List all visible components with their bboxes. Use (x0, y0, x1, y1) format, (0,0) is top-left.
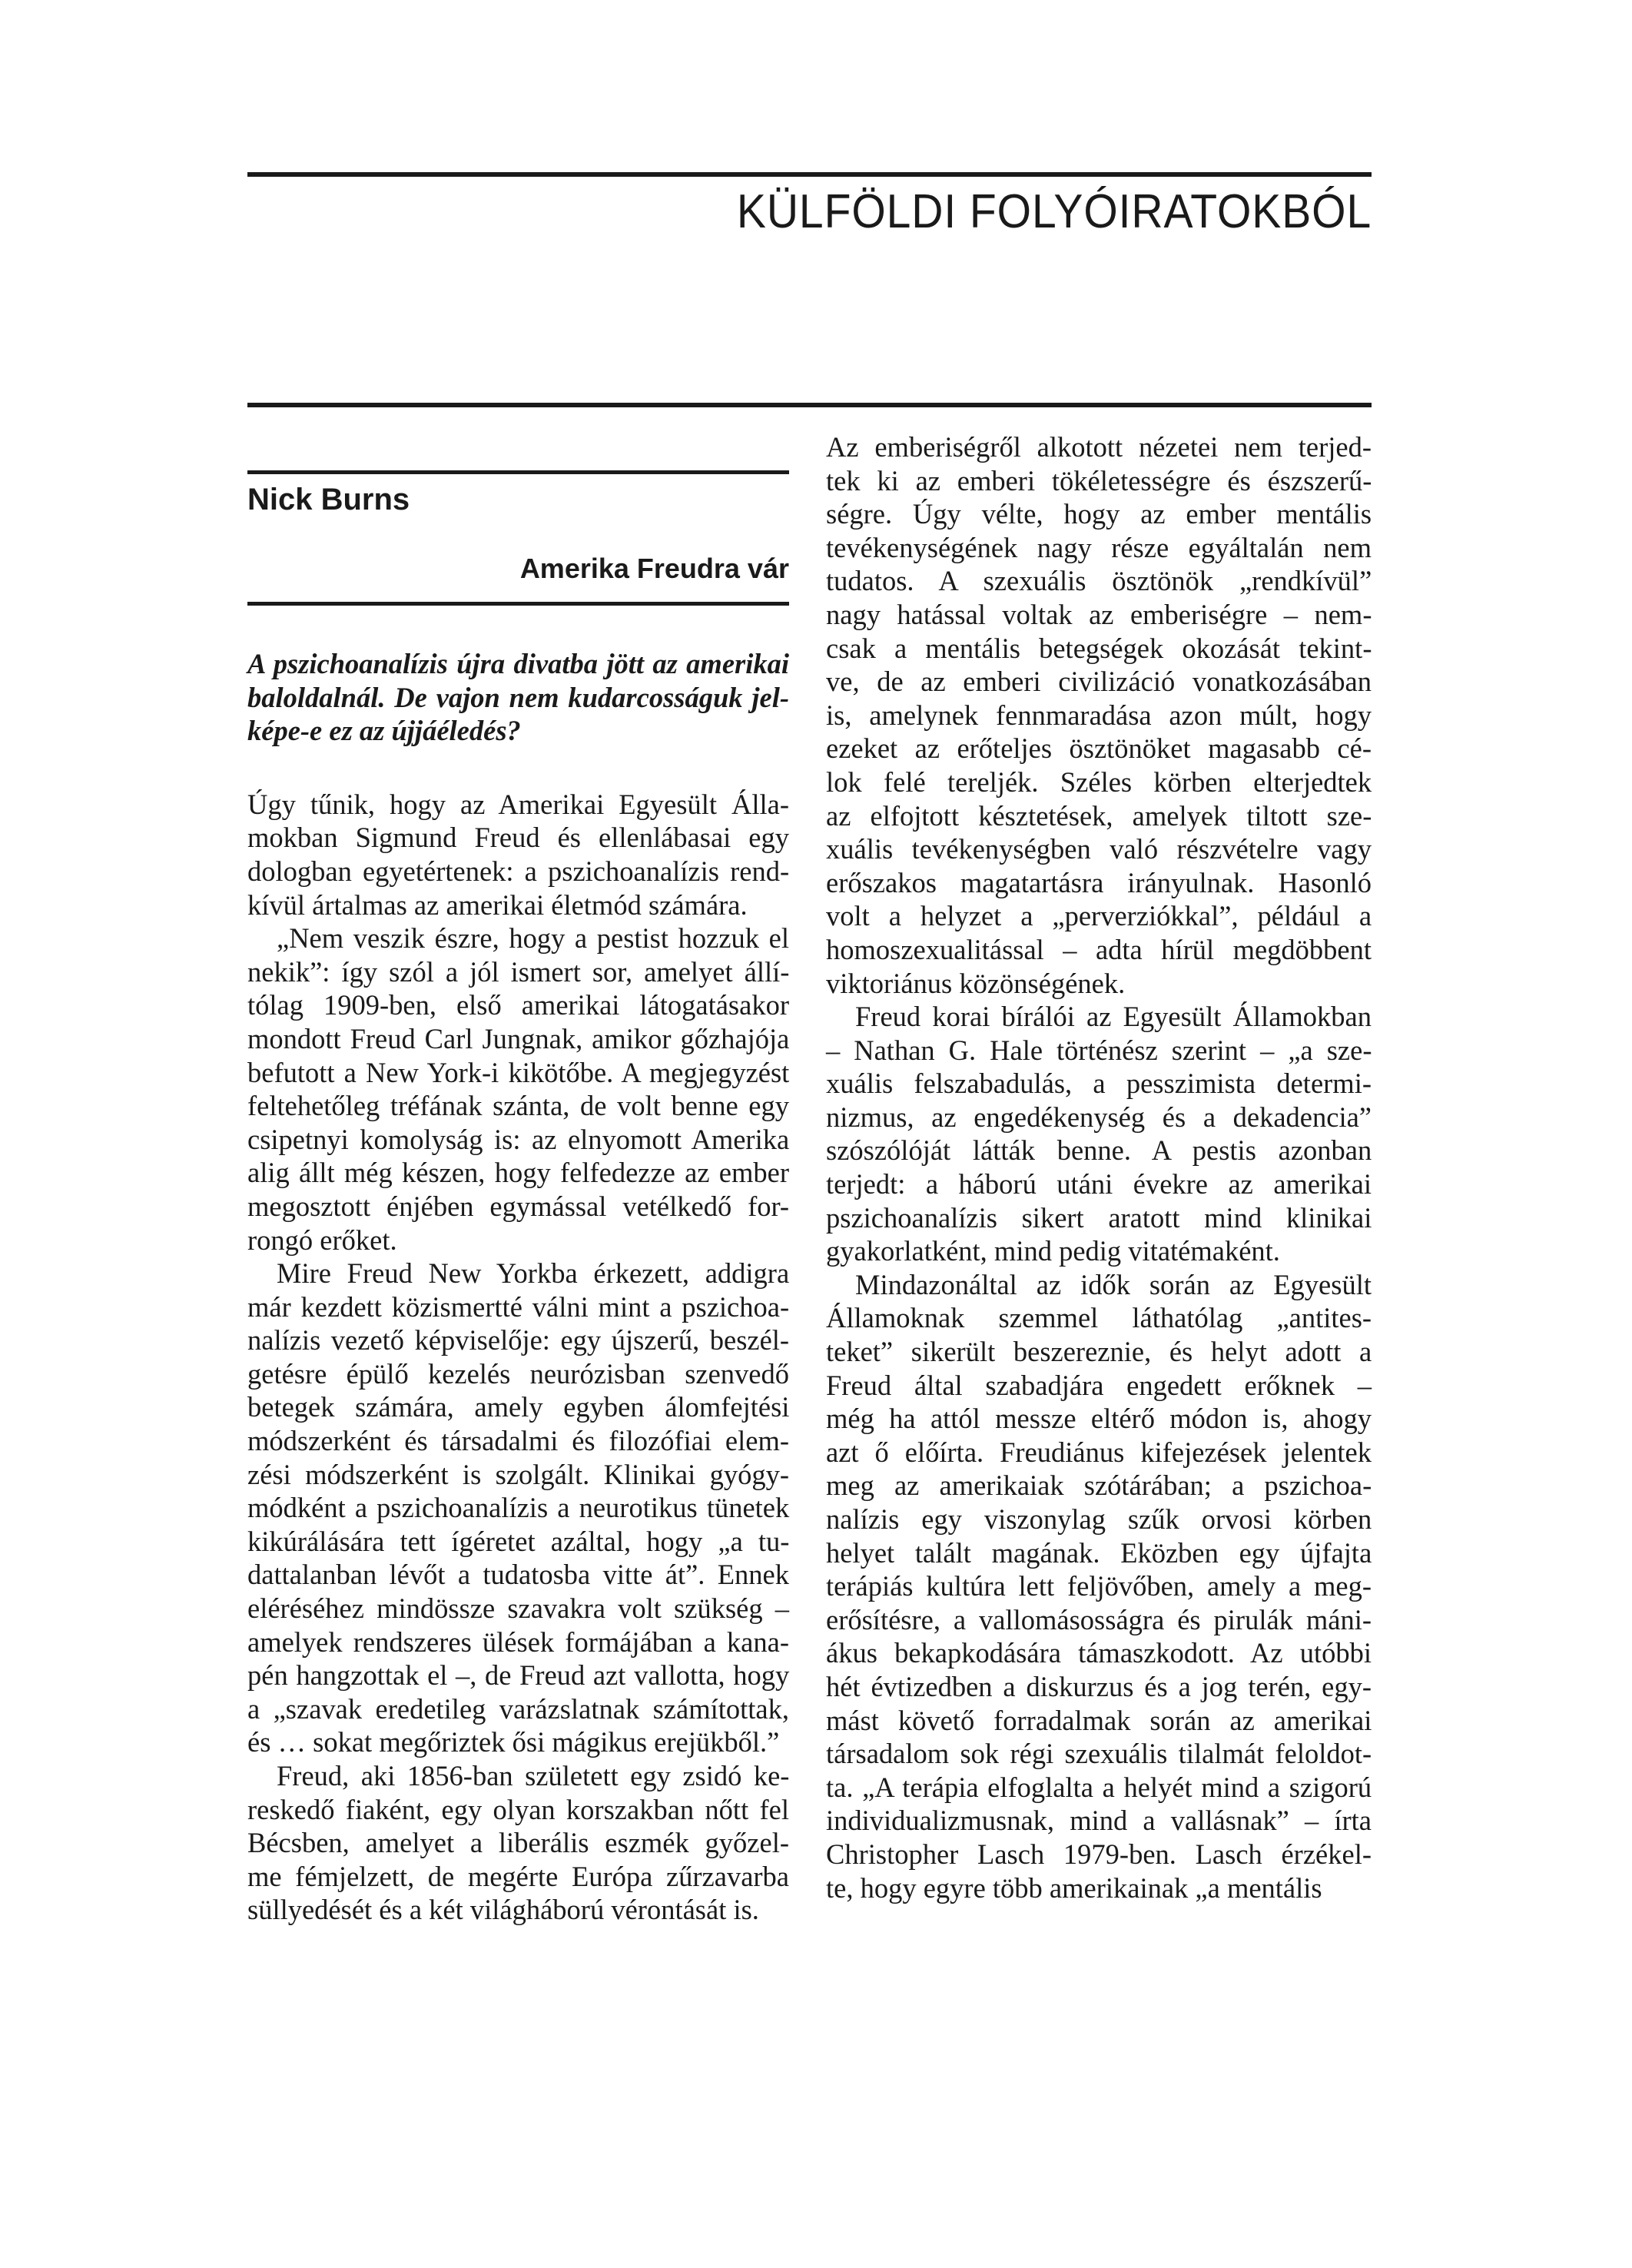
body-paragraph (826, 1000, 1372, 1268)
text-line: is, amelynek fennmaradása azon múlt, hogy (826, 699, 1372, 731)
text-line: ezeket az erőteljes ösztönöket magasabb cé- (826, 732, 1372, 765)
text-line: pén hangzottak el –, de Freud azt vallotta, hogy (247, 1659, 790, 1692)
text-line: már kezdett közismertté válni mint a pszichoa- (247, 1290, 790, 1323)
body-paragraph (826, 1268, 1372, 1904)
right-body (826, 430, 1372, 1904)
text-line: Christopher Lasch 1979-ben. Lasch érzékel- (826, 1838, 1372, 1870)
text-line: Mindazonáltal az idők során az Egyesült (855, 1268, 1372, 1300)
text-line: homoszexualitással – adta hírül megdöbbent (826, 933, 1372, 965)
text-line: pszichoanalízis sikert aratott mind klinikai (826, 1201, 1372, 1234)
text-line: csak a mentális betegségek okozását tekint- (826, 632, 1372, 664)
text-line: erősítésre, a vallomásosságra és pirulák máni- (826, 1603, 1372, 1635)
text-line: csipetnyi komolyság is: az elnyomott Amerika (247, 1123, 790, 1155)
text-line: eléréséhez mindössze szavakra volt szükség – (247, 1592, 789, 1625)
text-line: rongó erőket. (247, 1224, 397, 1256)
text-line: feltehetőleg tréfának szánta, de volt benne egy (247, 1090, 789, 1122)
body-paragraph (247, 1759, 789, 1927)
text-line: xuális felszabadulás, a pesszimista determi- (826, 1068, 1372, 1100)
text-line: mondott Freud Carl Jungnak, amikor gőzhajója (247, 1022, 790, 1054)
author-bottom-rule (247, 602, 789, 606)
text-line: szószólóját látták benne. A pestis azonban (826, 1134, 1372, 1167)
text-line: társadalom sok régi szexuális tilalmát feloldot- (826, 1738, 1372, 1770)
text-line: kikúrálására tett ígéretet azáltal, hogy „a tu- (247, 1525, 790, 1557)
text-line: xuális tevékenységben való részvételre vagy (826, 833, 1372, 865)
text-line: módként a pszichoanalízis a neurotikus tünetek (247, 1492, 790, 1524)
text-line: viktoriánus közönségének. (826, 967, 1126, 999)
text-line: hét évtizedben a diskurzus és a jog terén, egy- (826, 1670, 1372, 1702)
text-line: erőszakos magatartásra irányulnak. Hasonló (826, 866, 1372, 898)
header-bottom-rule (247, 403, 1372, 407)
text-line: helyet talált magának. Eközben egy újfajta (826, 1536, 1372, 1569)
text-line: tevékenységének nagy része egyáltalán nem (826, 531, 1372, 563)
left-column (247, 647, 789, 1927)
lead-line: A pszichoanalízis újra divatba jött az amerikai (247, 648, 789, 679)
text-line: mokban Sigmund Freud és ellenlábasai egy (247, 822, 789, 854)
text-line: nalízis egy viszonylag szűk orvosi körben (826, 1503, 1372, 1535)
text-line: tudatos. A szexuális ösztönök „rendkívül” (826, 565, 1372, 597)
text-line: Mire Freud New Yorkba érkezett, addigra (277, 1257, 790, 1290)
text-line: Államoknak szemmel láthatólag „antites- (826, 1302, 1372, 1334)
text-line: tek ki az emberi tökéletességre és észszerű- (826, 464, 1372, 496)
text-line: amelyek rendszeres ülések formájában a kana- (247, 1625, 789, 1658)
text-line: kívül ártalmas az amerikai életmód számára. (247, 888, 748, 921)
text-line: tólag 1909-ben, első amerikai látogatásakor (247, 989, 789, 1021)
body-paragraph (826, 430, 1372, 1000)
text-line: Freud korai bírálói az Egyesült Államokban (855, 1001, 1372, 1033)
text-line: Bécsben, amelyet a liberális eszmék győzel- (247, 1827, 789, 1859)
text-line: a „szavak eredetileg varázslatnak számítottak, (247, 1692, 789, 1725)
lead-line: képe-e ez az újjáéledés? (247, 715, 521, 747)
text-line: getésre épülő kezelés neurózisban szenvedő (247, 1357, 789, 1390)
text-line: „Nem veszik észre, hogy a pestist hozzuk el (277, 922, 789, 955)
lead-line: baloldalnál. De vajon nem kudarcosságuk jel- (247, 681, 789, 713)
article-lead (247, 647, 789, 748)
text-line: te, hogy egyre több amerikainak „a mentális (826, 1871, 1322, 1904)
header-top-rule (247, 172, 1372, 177)
text-line: ségre. Úgy vélte, hogy az ember mentális (826, 498, 1372, 530)
text-line: gyakorlatként, mind pedig vitatémaként. (826, 1235, 1280, 1267)
section-title: KÜLFÖLDI FOLYÓIRATOKBÓL (736, 185, 1372, 238)
text-line: Freud által szabadjára engedett erőknek – (826, 1369, 1372, 1401)
text-line: – Nathan G. Hale történész szerint – „a sze- (826, 1034, 1372, 1066)
text-line: betegek számára, amely egyben álomfejtési (247, 1391, 790, 1423)
text-line: nizmus, az engedékenység és a dekadencia” (826, 1101, 1372, 1133)
text-line: meg az amerikaiak szótárában; a pszichoa- (826, 1469, 1372, 1502)
text-line: ta. „A terápia elfoglalta a helyét mind a szigorú (826, 1771, 1372, 1803)
text-line: terjedt: a háború utáni évekre az amerikai (826, 1168, 1372, 1200)
author-top-rule (247, 470, 789, 474)
text-line: módszerként és társadalmi és filozófiai elem- (247, 1425, 789, 1457)
text-line: ákus bekapkodására támaszkodott. Az utóbbi (826, 1637, 1372, 1669)
body-paragraph (247, 1257, 789, 1759)
text-line: teket” sikerült beszereznie, és helyt adott a (826, 1336, 1372, 1368)
text-line: és … sokat megőriztek ősi mágikus erejükből.” (247, 1726, 780, 1758)
body-paragraph (247, 788, 789, 921)
article-author: Nick Burns (247, 483, 410, 516)
body-paragraph (247, 921, 789, 1257)
text-line: Úgy tűnik, hogy az Amerikai Egyesült Álla- (247, 788, 789, 820)
article-title: Amerika Freudra vár (519, 553, 789, 584)
text-line: dattalanban lévőt a tudatosba vitte át”. Ennek (247, 1559, 789, 1591)
text-line: megosztott énjében egymással vetélkedő for- (247, 1190, 790, 1222)
text-line: még ha attól messze eltérő módon is, ahogy (826, 1403, 1372, 1435)
text-line: reskedő fiaként, egy olyan korszakban nőtt fel (247, 1793, 790, 1825)
text-line: me fémjelzett, de megérte Európa zűrzavarba (247, 1860, 789, 1892)
text-line: azt ő előírta. Freudiánus kifejezések jelentek (826, 1436, 1372, 1468)
text-line: mást követő forradalmak során az amerikai (826, 1704, 1372, 1736)
right-column (826, 430, 1372, 1904)
text-line: ve, de az emberi civilizáció vonatkozásában (826, 666, 1372, 698)
text-line: volt a helyzet a „perverziókkal”, például a (826, 900, 1372, 932)
left-body (247, 788, 789, 1927)
text-line: terápiás kultúra lett feljövőben, amely a meg- (826, 1570, 1372, 1602)
text-line: dologban egyetértenek: a pszichoanalízis rend- (247, 855, 790, 887)
text-line: nalízis vezető képviselője: egy újszerű, beszél- (247, 1324, 790, 1356)
text-line: lok felé tereljék. Széles körben elterjedtek (826, 765, 1372, 798)
text-line: zési módszerként is szolgált. Klinikai gyógy- (247, 1458, 789, 1490)
text-line: alig állt még készen, hogy felfedezze az ember (247, 1157, 790, 1189)
text-line: az elfojtott késztetések, amelyek tiltott sze- (826, 799, 1372, 832)
text-line: süllyedését és a két világháború vérontását is. (247, 1894, 759, 1926)
text-line: individualizmusnak, mind a vallásnak” – írta (826, 1805, 1372, 1837)
text-line: Az emberiségről alkotott nézetei nem terjed- (826, 431, 1372, 463)
text-line: nekik”: így szól a jól ismert sor, amelyet állí- (247, 955, 790, 988)
text-line: befutott a New York-i kikötőbe. A megjegyzést (247, 1056, 790, 1088)
text-line: nagy hatással voltak az emberiségre – nem- (826, 598, 1372, 630)
text-line: Freud, aki 1856-ban született egy zsidó ke- (277, 1760, 790, 1791)
